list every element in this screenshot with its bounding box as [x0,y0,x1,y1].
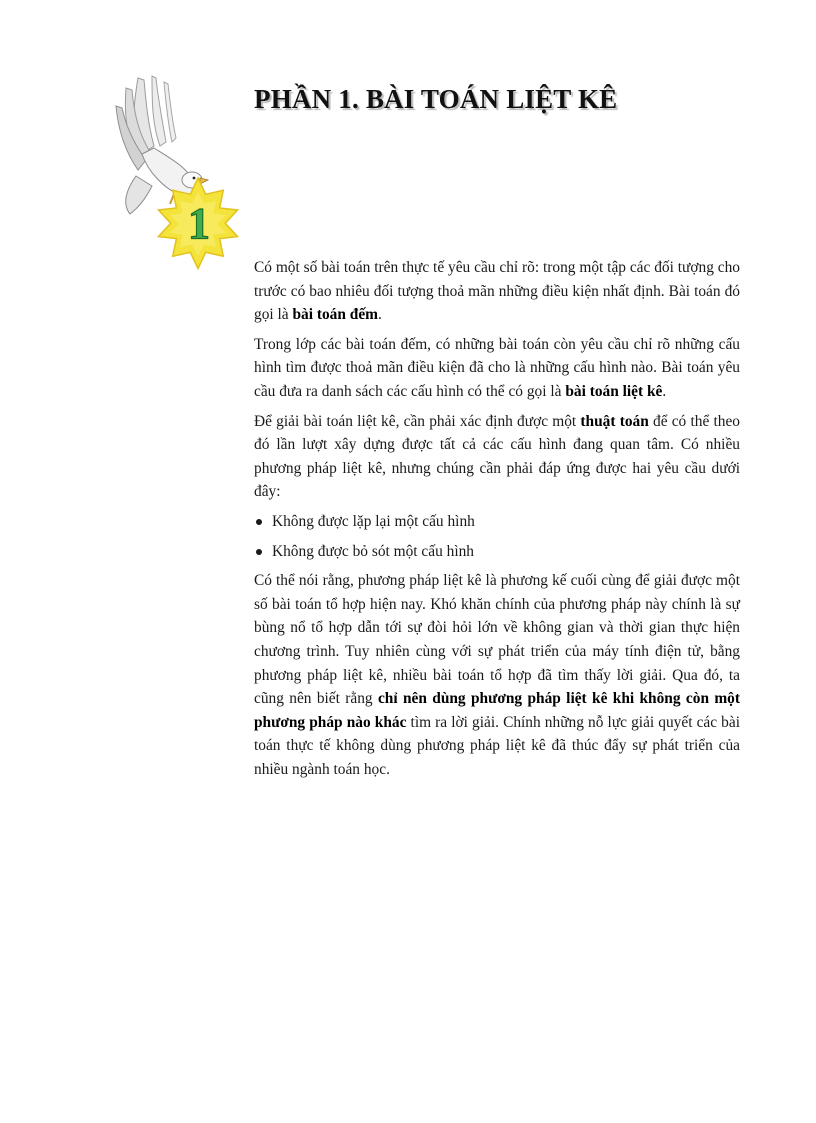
chapter-title: PHẦN 1. BÀI TOÁN LIỆT KÊ [254,84,618,114]
paragraph-text: . [662,382,667,400]
paragraph-text: để có thể theo đó lần lượt xây dựng được tất cả các cấu hình đang quan tâm. Có nhiều phương pháp liệt kê, nhưng chúng cần phải đáp ứng được hai yêu cầu dưới đây: [254,412,740,501]
paragraph-text: Có thể nói rằng, phương pháp liệt kê là phương kế cuối cùng để giải được một số bài toán tổ hợp hiện nay. Khó khăn chính của phương pháp này chính là sự bùng nổ tổ hợp dẫn tới sự đòi hỏi lớn về không gian và thời gian thực hiện chương trình. Tuy nhiên cùng với sự phát triển của máy tính điện tử, bằng phương pháp liệt kê, nhiều bài toán tổ hợp đã tìm thấy lời giải. Qua đó, ta cũng nên biết rằng [254,572,740,708]
list-item: Không được lặp lại một cấu hình [254,510,740,534]
paragraph-text: Để giải bài toán liệt kê, cần phải xác định được một [254,412,581,430]
paragraph-text: Trong lớp các bài toán đếm, có những bài toán còn yêu cầu chỉ rõ những cấu hình tìm được thoả mãn điều kiện đã cho là những cấu hình nào. Bài toán yêu cầu đưa ra danh sách các cấu hình có thể có gọi là [254,335,740,400]
star-badge-icon [158,178,237,269]
chapter-emblem [108,72,248,272]
bold-term: chỉ nên dùng phương pháp liệt kê khi không còn một phương pháp nào khác [254,690,740,731]
bold-term: bài toán liệt kê [565,382,663,400]
chapter-number: 1 [188,199,210,248]
requirements-list [254,510,740,563]
bold-term: thuật toán [580,412,649,430]
bold-term: bài toán đếm [292,306,378,324]
paragraph-text: . [378,306,382,324]
list-item: Không được bỏ sót một cấu hình [254,540,740,564]
paragraph-3 [254,410,740,504]
paragraph-2 [254,333,740,404]
paragraph-1 [254,256,740,327]
paragraph-text: Có một số bài toán trên thực tế yêu cầu chỉ rõ: trong một tập các đối tượng cho trước có bao nhiêu đối tượng thoả mãn những điều kiện nhất định. Bài toán đó gọi là [254,259,740,324]
body-text [254,256,740,787]
paragraph-4 [254,569,740,781]
paragraph-text: tìm ra lời giải. Chính những nỗ lực giải quyết các bài toán thực tế không dùng phương pháp liệt kê đã thúc đẩy sự phát triển của nhiều ngành toán học. [254,713,740,778]
